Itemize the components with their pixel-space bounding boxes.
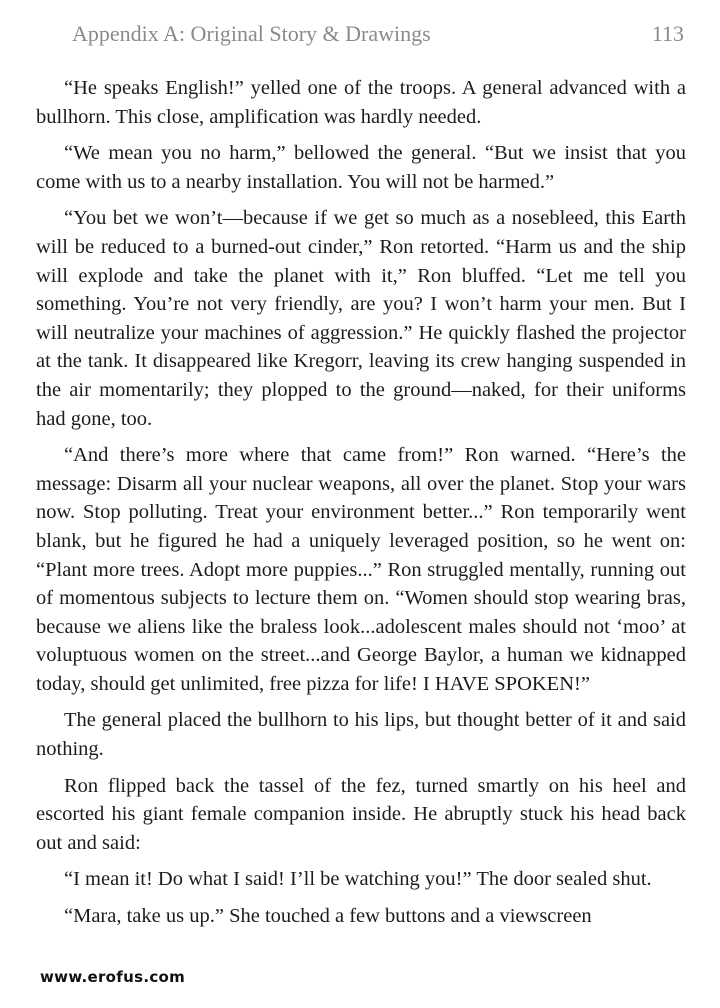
paragraph: “And there’s more where that came from!” Ron warned. “Here’s the message: Disarm all your nuclear weapons, all over the planet. Stop your wars now. Stop polluting. Treat your environment better...” Ron temporarily went blank, but he figured he had a uniquely leveraged position, so he went on: “Plant more trees. Adopt more puppies...” Ron struggled mentally, running out of momentous subjects to lecture them on. “Women should stop wearing bras, because we aliens like the braless look...adolescent males should not ‘moo’ at voluptuous women on the street...and George Baylor, a human we kidnapped today, should get unlimited, free pizza for life! I HAVE SPOKEN!” bbox=[36, 444, 686, 695]
paragraph: “We mean you no harm,” bellowed the general. “But we insist that you come with us to a nearby installation. You will not be harmed.” bbox=[36, 142, 686, 193]
paragraph: “Mara, take us up.” She touched a few buttons and a viewscreen bbox=[64, 905, 592, 928]
running-header bbox=[72, 18, 684, 50]
paragraph: The general placed the bullhorn to his lips, but thought better of it and said nothing. bbox=[36, 709, 686, 761]
paragraph: “You bet we won’t—because if we get so much as a nosebleed, this Earth will be reduced to a burned-out cinder,” Ron retorted. “Harm us and the ship will explode and take the planet with it,” Ron bluffed. “Let me tell you something. You’re not very friendly, are you? I won’t harm your men. But I will neutralize your machines of aggression.” He quickly flashed the projector at the tank. It disappeared like Kregorr, leaving its crew hanging suspended in the air momentarily; they plopped to the ground—naked, for their uniforms had gone, too. bbox=[36, 207, 686, 430]
paragraph: “He speaks English!” yelled one of the troops. A general advanced with a bullhorn. This close, amplification was hardly needed. bbox=[36, 77, 686, 128]
paragraph: “I mean it! Do what I said! I’ll be watching you!” The door sealed shut. bbox=[64, 868, 652, 891]
page-number: 113 bbox=[651, 21, 684, 46]
chapter-title: Appendix A: Original Story & Drawings bbox=[72, 21, 431, 46]
paragraph: Ron flipped back the tassel of the fez, turned smartly on his heel and escorted his giant female companion inside. He abruptly stuck his head back out and said: bbox=[36, 774, 686, 854]
watermark: www.erofus.com bbox=[36, 968, 189, 986]
page-body bbox=[36, 74, 686, 939]
